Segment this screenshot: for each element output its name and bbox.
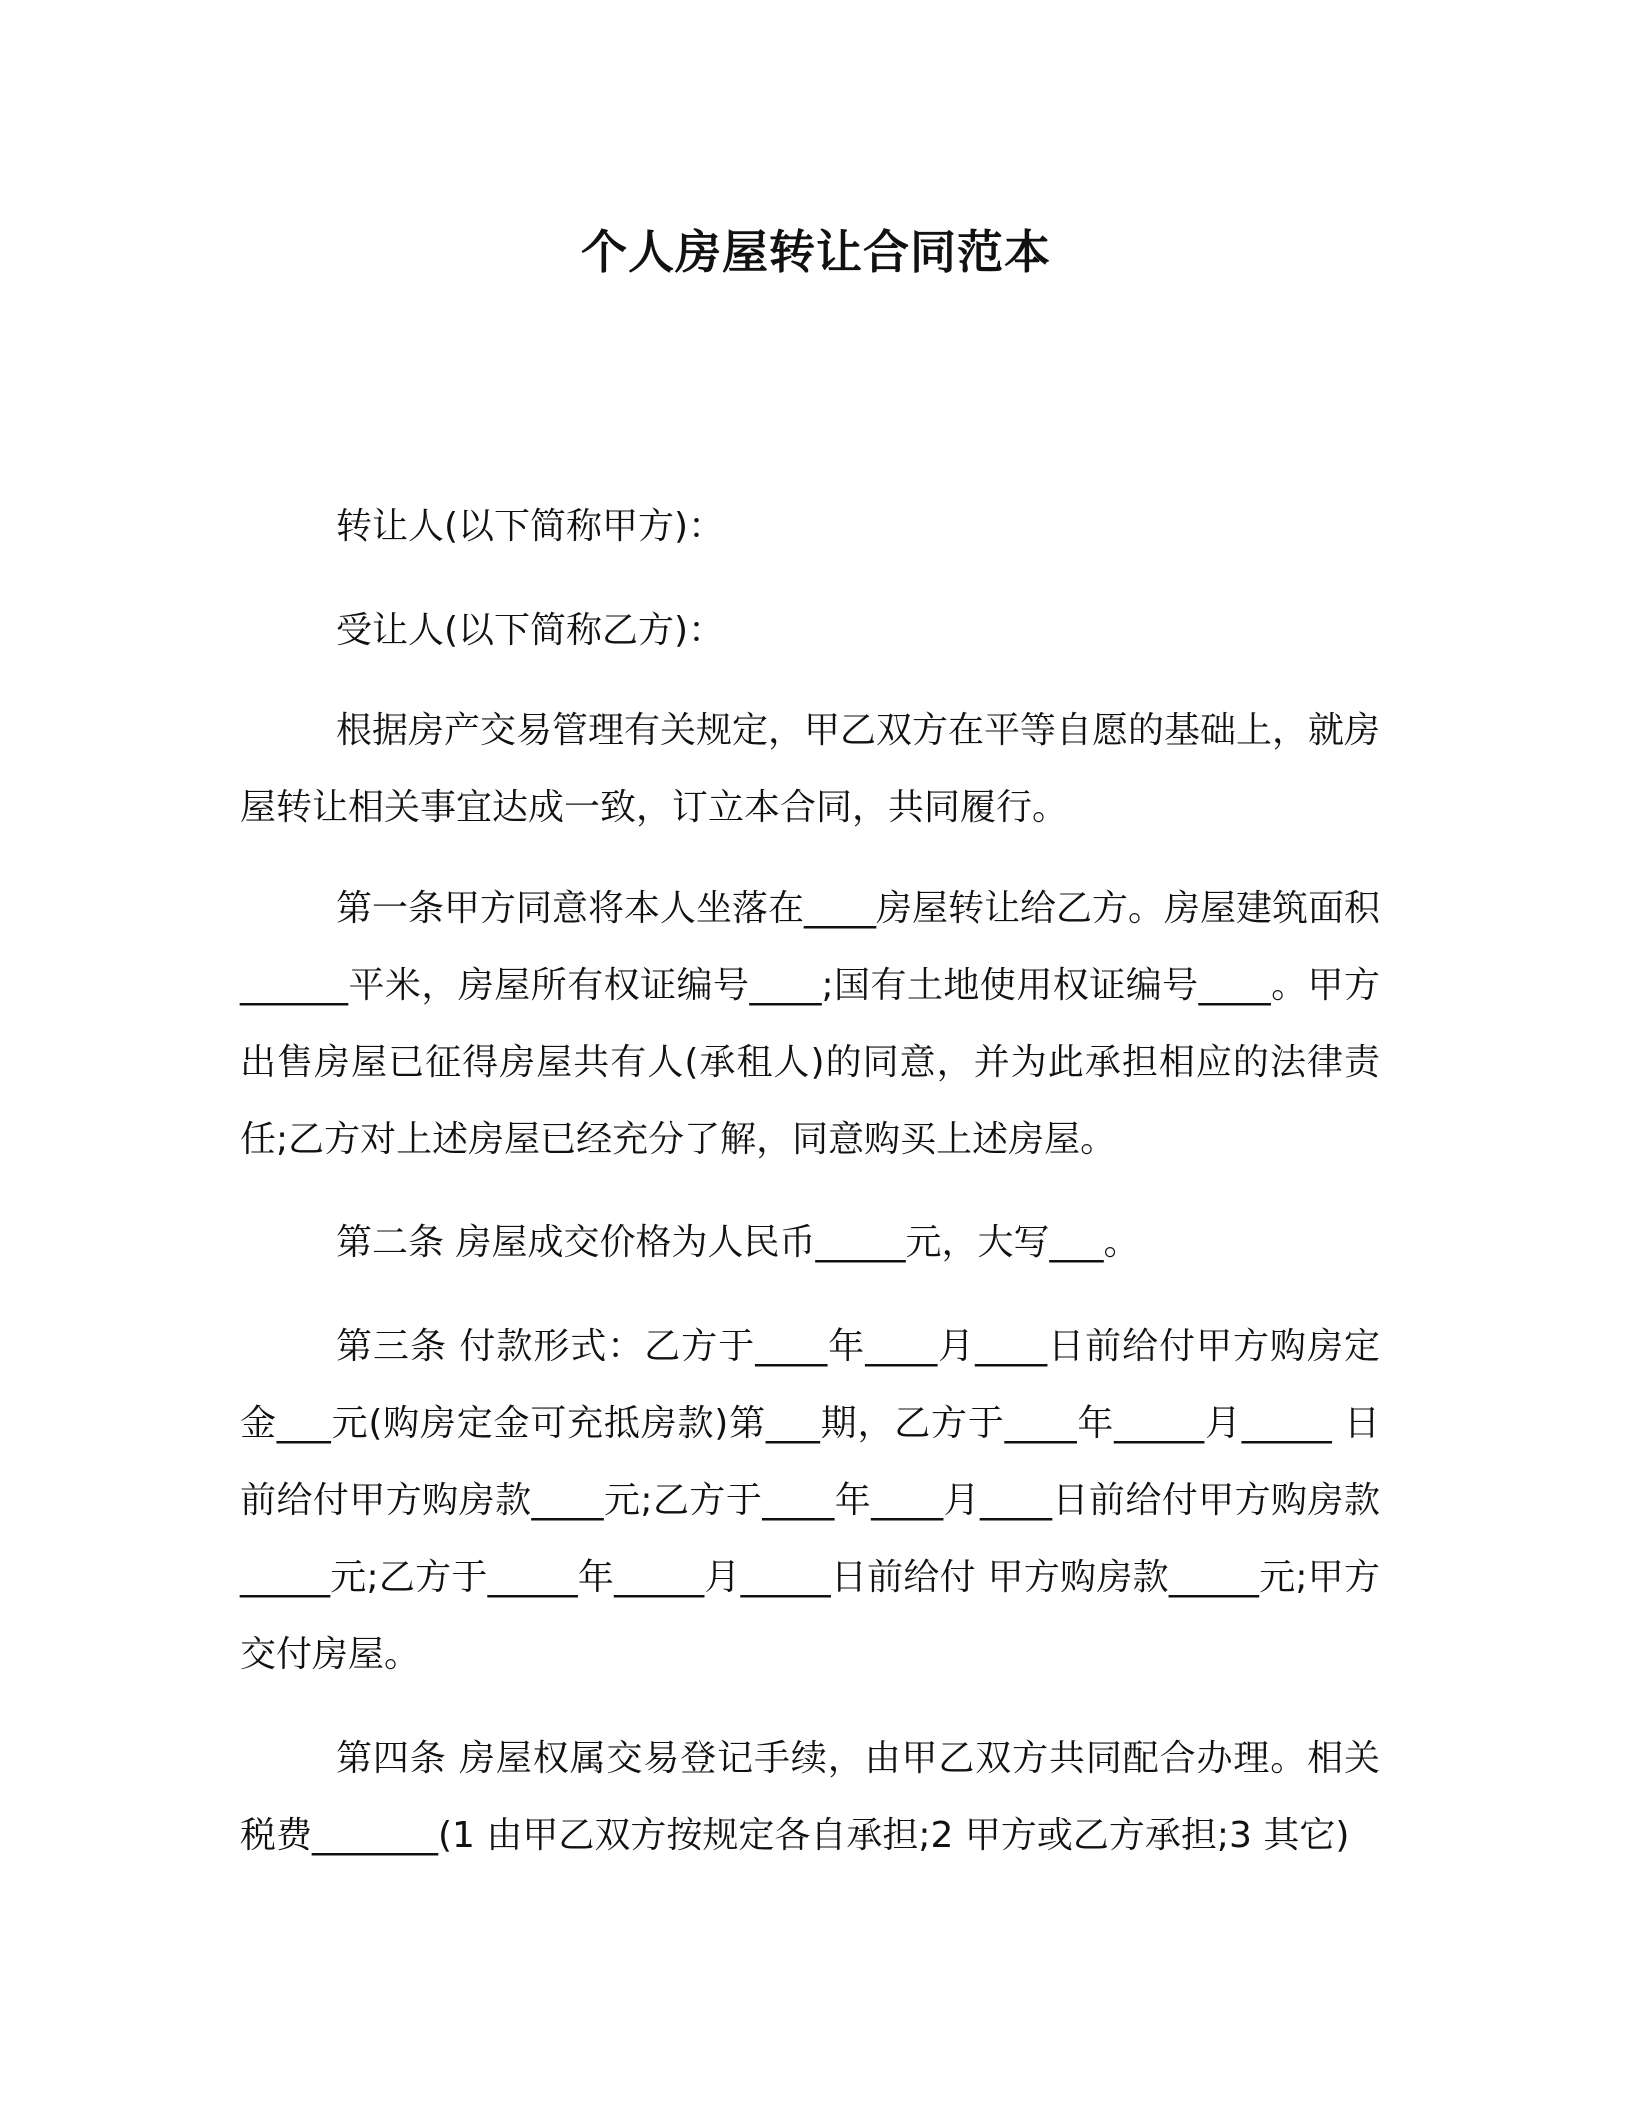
paragraph-article-4: 第四条 房屋权属交易登记手续，由甲乙双方共同配合办理。相关税费_______(1 由甲乙双方按规定各自承担;2 甲方或乙方承担;3 其它) [240,1738,1380,1856]
paragraph-transferor: 转让人(以下简称甲方)： [336,506,725,547]
paragraph-transferee: 受让人(以下简称乙方)： [336,610,725,651]
paragraph-article-3: 第三条 付款形式：乙方于____年____月____日前给付甲方购房定金___元(购房定金可充抵房款)第___期，乙方于____年_____月_____ 日前给付甲方购房款____元;乙方于____年____月____日前给付甲方购房款_____元;乙方于_____年_____月_____日前给付 甲方购房款_____元;甲方交付房屋。 [240,1326,1380,1675]
paragraph-article-1: 第一条甲方同意将本人坐落在____房屋转让给乙方。房屋建筑面积______平米，房屋所有权证编号____;国有土地使用权证编号____。甲方出售房屋已征得房屋共有人(承租人)的同意，并为此承担相应的法律责任;乙方对上述房屋已经充分了解，同意购买上述房屋。 [240,888,1381,1160]
paragraph-preamble: 根据房产交易管理有关规定，甲乙双方在平等自愿的基础上，就房屋转让相关事宜达成一致，订立本合同，共同履行。 [240,710,1381,828]
paragraph-article-2: 第二条 房屋成交价格为人民币_____元，大写___。 [336,1222,1140,1263]
document-title: 个人房屋转让合同范本 [581,225,1051,279]
